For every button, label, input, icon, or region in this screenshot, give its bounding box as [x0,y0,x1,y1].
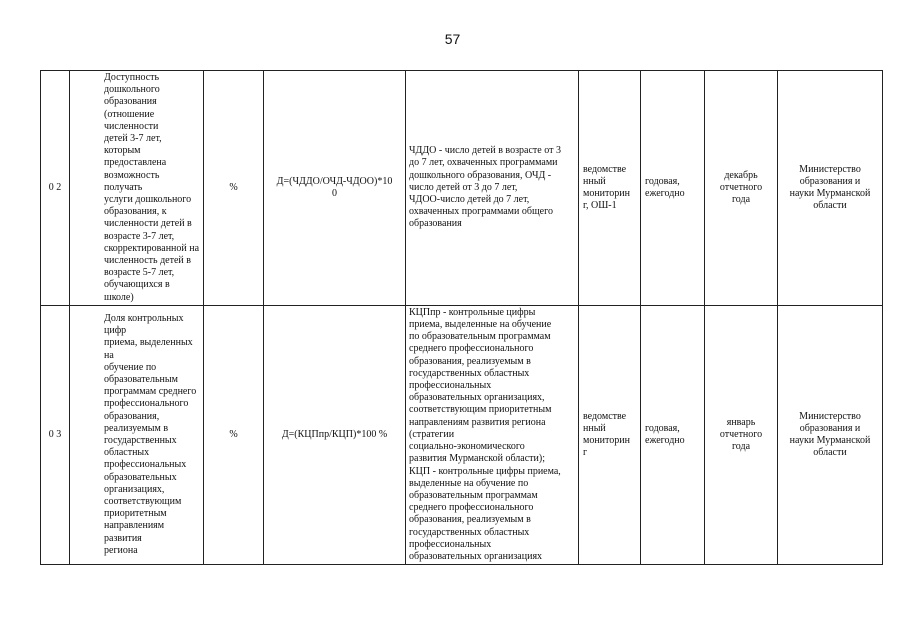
formula-cell: Д=(КЦПпр/КЦП)*100 % [264,305,406,564]
indicators-table [40,70,883,565]
term-cell: январь отчетного года [705,305,778,564]
unit-cell: % [204,305,264,564]
indicator-name: Доля контрольных цифр приема, выделенных на обучение по образовательным программам среднего профессионального образования, реализуемым в государственных областных профессиональных образовательных организациях, соответствующим приоритетным направлениям развития региона [70,305,204,564]
table-row [41,305,883,564]
description-cell: КЦПпр - контрольные цифры приема, выделенные на обучение по образовательным программам среднего профессионального образования, реализуемым в государственных областных профессиональных образовательных организациях, соответствующим приоритетным направлениям развития региона (стратегии социально-экономического развития Мурманской области); КЦП - контрольные цифры приема, выделенные на обучение по образовательным программам среднего профессионального образования, реализуемым в государственных областных профессиональных образовательных организациях [406,305,579,564]
periodicity-cell: годовая, ежегодно [641,305,705,564]
source-cell: ведомстве нный мониторин г, ОШ-1 [579,71,641,306]
source-cell: ведомстве нный мониторин г [579,305,641,564]
unit-cell: % [204,71,264,306]
description-cell: ЧДДО - число детей в возрасте от 3 до 7 лет, охваченных программами дошкольного образования, ОЧД - число детей от 3 до 7 лет, ЧДОО-число детей до 7 лет, охваченных программами общего образования [406,71,579,306]
formula-cell: Д=(ЧДДО/ОЧД-ЧДОО)*10 0 [264,71,406,306]
table-row [41,71,883,306]
responsible-cell: Министерство образования и науки Мурманской области [778,305,883,564]
responsible-cell: Министерство образования и науки Мурманской области [778,71,883,306]
row-number: 0 3 [41,305,70,564]
periodicity-cell: годовая, ежегодно [641,71,705,306]
indicator-name: Доступность дошкольного образования (отношение численности детей 3-7 лет, которым предоставлена возможность получать услуги дошкольного образования, к численности детей в возрасте 3-7 лет, скорректированной на численность детей в возрасте 5-7 лет, обучающихся в школе) [70,71,204,306]
page-number: 57 [444,31,461,47]
term-cell: декабрь отчетного года [705,71,778,306]
row-number: 0 2 [41,71,70,306]
